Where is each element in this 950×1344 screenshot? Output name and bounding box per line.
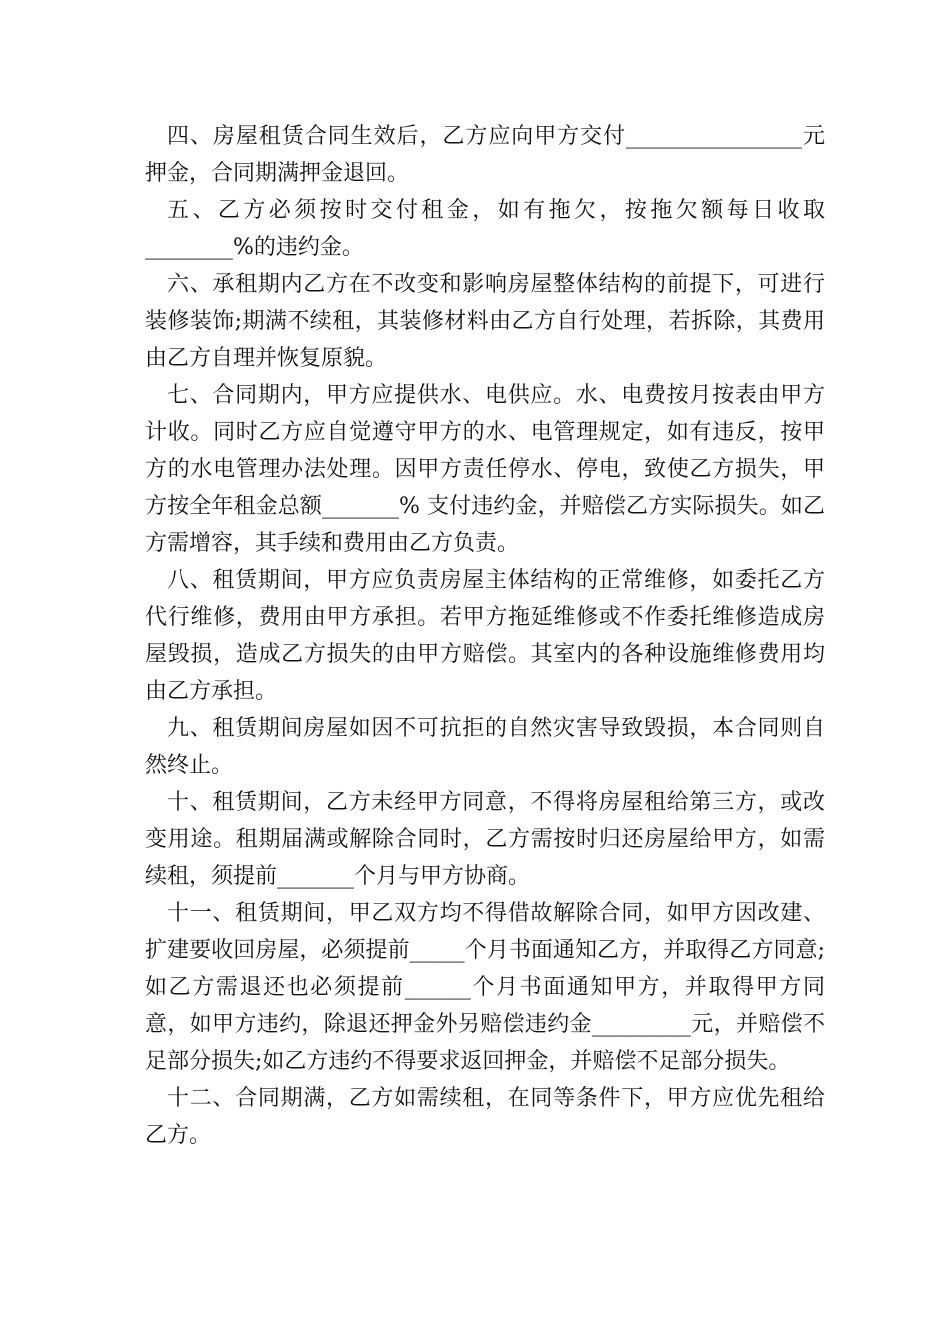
clause-9 (145, 710, 825, 784)
clause-11 (145, 895, 825, 1080)
clause-5 (145, 192, 825, 266)
clause-6 (145, 266, 825, 377)
document-body (145, 118, 825, 1154)
clause-4-text: 四、房屋租赁合同生效后，乙方应向甲方交付________________元押金，合同期满押金退回。 (145, 124, 825, 186)
clause-12-text: 十二、合同期满，乙方如需续租，在同等条件下，甲方应优先租给乙方。 (145, 1086, 825, 1148)
clause-8-text: 八、租赁期间，甲方应负责房屋主体结构的正常维修，如委托乙方代行维修，费用由甲方承担。若甲方拖延维修或不作委托维修造成房屋毁损，造成乙方损失的由甲方赔偿。其室内的各种设施维修费用均由乙方承担。 (145, 568, 825, 704)
clause-7-text: 七、合同期内，甲方应提供水、电供应。水、电费按月按表由甲方计收。同时乙方应自觉遵守甲方的水、电管理规定，如有违反，按甲方的水电管理办法处理。因甲方责任停水、停电，致使乙方损失，甲方按全年租金总额_______% 支付违约金，并赔偿乙方实际损失。如乙方需增容，其手续和费用由乙方负责。 (145, 383, 825, 556)
clause-10-text: 十、租赁期间，乙方未经甲方同意，不得将房屋租给第三方，或改变用途。租期届满或解除合同时，乙方需按时归还房屋给甲方，如需续租，须提前_______个月与甲方协商。 (145, 790, 825, 889)
clause-8 (145, 562, 825, 710)
clause-5-text: 五、乙方必须按时交付租金，如有拖欠，按拖欠额每日收取________%的违约金。 (145, 198, 825, 260)
clause-6-text: 六、承租期内乙方在不改变和影响房屋整体结构的前提下，可进行装修装饰;期满不续租，其装修材料由乙方自行处理，若拆除，其费用由乙方自理并恢复原貌。 (145, 272, 825, 371)
clause-11-text: 十一、租赁期间，甲乙双方均不得借故解除合同，如甲方因改建、扩建要收回房屋，必须提前_____个月书面通知乙方，并取得乙方同意;如乙方需退还也必须提前______个月书面通知甲方，并取得甲方同意，如甲方违约，除退还押金外另赔偿违约金_________元，并赔偿不足部分损失;如乙方违约不得要求返回押金，并赔偿不足部分损失。 (145, 901, 825, 1074)
clause-4 (145, 118, 825, 192)
clause-7 (145, 377, 825, 562)
clause-9-text: 九、租赁期间房屋如因不可抗拒的自然灾害导致毁损，本合同则自然终止。 (145, 716, 825, 778)
clause-10 (145, 784, 825, 895)
clause-12 (145, 1080, 825, 1154)
